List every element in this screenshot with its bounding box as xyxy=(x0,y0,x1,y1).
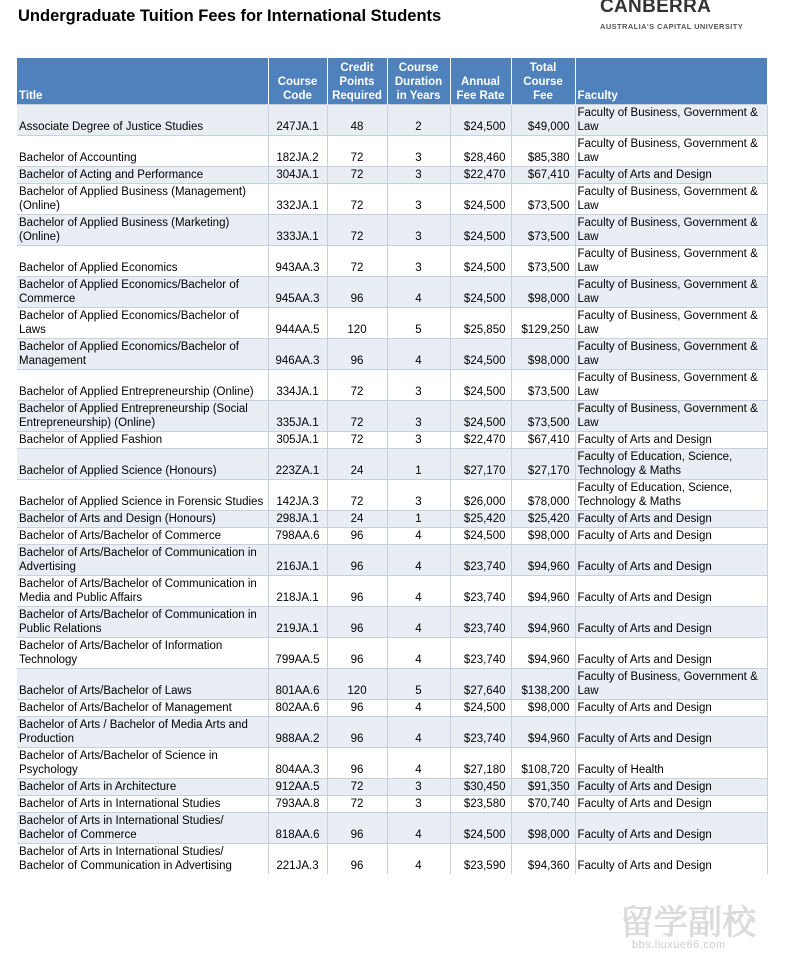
row-course-code: 298JA.1 xyxy=(268,511,327,528)
row-course-code: 988AA.2 xyxy=(268,717,327,748)
row-annual-fee: $25,420 xyxy=(450,511,511,528)
row-duration: 4 xyxy=(387,528,450,545)
row-total-fee: $94,960 xyxy=(511,638,575,669)
table-row xyxy=(17,308,767,339)
row-total-fee: $138,200 xyxy=(511,669,575,700)
row-total-fee: $67,410 xyxy=(511,167,575,184)
row-credit-points: 72 xyxy=(327,136,387,167)
row-total-fee: $27,170 xyxy=(511,449,575,480)
table-row xyxy=(17,277,767,308)
row-title: Bachelor of Applied Science in Forensic Studies xyxy=(17,480,268,511)
row-faculty: Faculty of Arts and Design xyxy=(575,511,767,528)
row-course-code: 334JA.1 xyxy=(268,370,327,401)
row-faculty: Faculty of Arts and Design xyxy=(575,813,767,844)
table-row xyxy=(17,105,767,136)
row-course-code: 142JA.3 xyxy=(268,480,327,511)
table-row xyxy=(17,545,767,576)
row-title: Bachelor of Applied Economics/Bachelor of Commerce xyxy=(17,277,268,308)
table-row xyxy=(17,432,767,449)
row-title: Bachelor of Applied Economics xyxy=(17,246,268,277)
header-total-fee: Total Course Fee xyxy=(511,58,575,105)
row-total-fee: $94,960 xyxy=(511,717,575,748)
row-title: Bachelor of Arts in International Studies/ Bachelor of Communication in Advertising xyxy=(17,844,268,875)
table-row xyxy=(17,339,767,370)
row-duration: 1 xyxy=(387,449,450,480)
table-row xyxy=(17,607,767,638)
row-course-code: 305JA.1 xyxy=(268,432,327,449)
row-total-fee: $73,500 xyxy=(511,246,575,277)
row-title: Bachelor of Arts/Bachelor of Communication in Media and Public Affairs xyxy=(17,576,268,607)
row-total-fee: $85,380 xyxy=(511,136,575,167)
row-title: Bachelor of Applied Business (Marketing) (Online) xyxy=(17,215,268,246)
row-title: Bachelor of Arts in Architecture xyxy=(17,779,268,796)
table-row xyxy=(17,370,767,401)
row-duration: 4 xyxy=(387,700,450,717)
row-duration: 3 xyxy=(387,432,450,449)
row-credit-points: 72 xyxy=(327,167,387,184)
row-credit-points: 96 xyxy=(327,813,387,844)
row-course-code: 818AA.6 xyxy=(268,813,327,844)
table-row xyxy=(17,480,767,511)
watermark-text: 留学副校 xyxy=(620,904,756,942)
row-course-code: 304JA.1 xyxy=(268,167,327,184)
row-course-code: 946AA.3 xyxy=(268,339,327,370)
logo-name: CANBERRA xyxy=(600,0,712,17)
table-row xyxy=(17,669,767,700)
row-annual-fee: $23,590 xyxy=(450,844,511,875)
row-total-fee: $94,960 xyxy=(511,607,575,638)
row-faculty: Faculty of Business, Government & Law xyxy=(575,136,767,167)
row-credit-points: 96 xyxy=(327,717,387,748)
table-row xyxy=(17,401,767,432)
table-row xyxy=(17,215,767,246)
row-duration: 4 xyxy=(387,545,450,576)
table-row xyxy=(17,638,767,669)
row-annual-fee: $26,000 xyxy=(450,480,511,511)
row-title: Bachelor of Applied Economics/Bachelor of Laws xyxy=(17,308,268,339)
row-total-fee: $49,000 xyxy=(511,105,575,136)
row-course-code: 223ZA.1 xyxy=(268,449,327,480)
row-title: Bachelor of Arts/Bachelor of Communication in Advertising xyxy=(17,545,268,576)
row-total-fee: $94,360 xyxy=(511,844,575,875)
row-faculty: Faculty of Arts and Design xyxy=(575,607,767,638)
row-credit-points: 48 xyxy=(327,105,387,136)
row-annual-fee: $22,470 xyxy=(450,432,511,449)
row-credit-points: 24 xyxy=(327,449,387,480)
row-course-code: 247JA.1 xyxy=(268,105,327,136)
row-credit-points: 72 xyxy=(327,370,387,401)
page-title: Undergraduate Tuition Fees for International Students xyxy=(18,7,442,25)
row-credit-points: 72 xyxy=(327,779,387,796)
header-credit-points: Credit Points Required xyxy=(327,58,387,105)
table-row xyxy=(17,700,767,717)
row-duration: 1 xyxy=(387,511,450,528)
row-duration: 3 xyxy=(387,796,450,813)
row-faculty: Faculty of Arts and Design xyxy=(575,844,767,875)
row-course-code: 804AA.3 xyxy=(268,748,327,779)
row-credit-points: 24 xyxy=(327,511,387,528)
row-credit-points: 96 xyxy=(327,700,387,717)
table-row xyxy=(17,167,767,184)
row-annual-fee: $23,740 xyxy=(450,576,511,607)
row-total-fee: $98,000 xyxy=(511,813,575,844)
row-course-code: 798AA.6 xyxy=(268,528,327,545)
row-duration: 4 xyxy=(387,717,450,748)
row-faculty: Faculty of Business, Government & Law xyxy=(575,339,767,370)
table-row xyxy=(17,576,767,607)
row-faculty: Faculty of Business, Government & Law xyxy=(575,246,767,277)
row-total-fee: $70,740 xyxy=(511,796,575,813)
row-credit-points: 72 xyxy=(327,480,387,511)
logo-subtitle: AUSTRALIA'S CAPITAL UNIVERSITY xyxy=(600,22,744,31)
row-duration: 3 xyxy=(387,215,450,246)
row-credit-points: 96 xyxy=(327,339,387,370)
row-title: Bachelor of Applied Science (Honours) xyxy=(17,449,268,480)
row-title: Bachelor of Applied Entrepreneurship (Social Entrepreneurship) (Online) xyxy=(17,401,268,432)
row-duration: 3 xyxy=(387,184,450,215)
table-row xyxy=(17,184,767,215)
row-duration: 4 xyxy=(387,277,450,308)
row-faculty: Faculty of Education, Science, Technology & Maths xyxy=(575,449,767,480)
row-annual-fee: $24,500 xyxy=(450,105,511,136)
row-faculty: Faculty of Arts and Design xyxy=(575,717,767,748)
row-annual-fee: $23,740 xyxy=(450,545,511,576)
row-faculty: Faculty of Arts and Design xyxy=(575,432,767,449)
row-duration: 3 xyxy=(387,370,450,401)
header-course-code: Course Code xyxy=(268,58,327,105)
table-row xyxy=(17,813,767,844)
row-total-fee: $73,500 xyxy=(511,370,575,401)
row-annual-fee: $25,850 xyxy=(450,308,511,339)
row-annual-fee: $23,740 xyxy=(450,717,511,748)
row-annual-fee: $24,500 xyxy=(450,277,511,308)
row-title: Bachelor of Applied Fashion xyxy=(17,432,268,449)
row-total-fee: $67,410 xyxy=(511,432,575,449)
row-title: Bachelor of Arts/Bachelor of Information Technology xyxy=(17,638,268,669)
row-annual-fee: $24,500 xyxy=(450,700,511,717)
row-course-code: 218JA.1 xyxy=(268,576,327,607)
row-title: Bachelor of Applied Entrepreneurship (Online) xyxy=(17,370,268,401)
row-credit-points: 72 xyxy=(327,215,387,246)
table-row xyxy=(17,796,767,813)
row-course-code: 221JA.3 xyxy=(268,844,327,875)
table-row xyxy=(17,748,767,779)
row-title: Associate Degree of Justice Studies xyxy=(17,105,268,136)
header-course-duration: Course Duration in Years xyxy=(387,58,450,105)
row-credit-points: 96 xyxy=(327,638,387,669)
row-duration: 4 xyxy=(387,748,450,779)
row-annual-fee: $28,460 xyxy=(450,136,511,167)
table-row xyxy=(17,844,767,875)
row-title: Bachelor of Arts/Bachelor of Commerce xyxy=(17,528,268,545)
row-credit-points: 120 xyxy=(327,308,387,339)
row-duration: 2 xyxy=(387,105,450,136)
row-faculty: Faculty of Business, Government & Law xyxy=(575,308,767,339)
row-annual-fee: $27,170 xyxy=(450,449,511,480)
row-duration: 3 xyxy=(387,401,450,432)
row-annual-fee: $22,470 xyxy=(450,167,511,184)
row-course-code: 333JA.1 xyxy=(268,215,327,246)
row-course-code: 945AA.3 xyxy=(268,277,327,308)
row-total-fee: $73,500 xyxy=(511,401,575,432)
row-title: Bachelor of Applied Business (Management) (Online) xyxy=(17,184,268,215)
row-course-code: 944AA.5 xyxy=(268,308,327,339)
row-faculty: Faculty of Arts and Design xyxy=(575,700,767,717)
row-faculty: Faculty of Arts and Design xyxy=(575,545,767,576)
table-row xyxy=(17,136,767,167)
row-course-code: 793AA.8 xyxy=(268,796,327,813)
row-duration: 4 xyxy=(387,607,450,638)
row-faculty: Faculty of Business, Government & Law xyxy=(575,215,767,246)
row-course-code: 802AA.6 xyxy=(268,700,327,717)
row-duration: 3 xyxy=(387,246,450,277)
table-row xyxy=(17,779,767,796)
row-faculty: Faculty of Arts and Design xyxy=(575,638,767,669)
row-title: Bachelor of Arts/Bachelor of Communication in Public Relations xyxy=(17,607,268,638)
row-annual-fee: $27,640 xyxy=(450,669,511,700)
row-faculty: Faculty of Arts and Design xyxy=(575,576,767,607)
row-total-fee: $108,720 xyxy=(511,748,575,779)
row-credit-points: 96 xyxy=(327,277,387,308)
row-credit-points: 96 xyxy=(327,545,387,576)
row-credit-points: 72 xyxy=(327,246,387,277)
table-row xyxy=(17,717,767,748)
row-duration: 4 xyxy=(387,844,450,875)
row-duration: 4 xyxy=(387,638,450,669)
row-duration: 5 xyxy=(387,308,450,339)
row-faculty: Faculty of Arts and Design xyxy=(575,779,767,796)
row-title: Bachelor of Accounting xyxy=(17,136,268,167)
row-faculty: Faculty of Business, Government & Law xyxy=(575,184,767,215)
row-title: Bachelor of Applied Economics/Bachelor of Management xyxy=(17,339,268,370)
row-duration: 4 xyxy=(387,813,450,844)
row-annual-fee: $23,580 xyxy=(450,796,511,813)
row-title: Bachelor of Arts/Bachelor of Laws xyxy=(17,669,268,700)
row-credit-points: 72 xyxy=(327,401,387,432)
row-total-fee: $129,250 xyxy=(511,308,575,339)
row-annual-fee: $24,500 xyxy=(450,339,511,370)
row-annual-fee: $24,500 xyxy=(450,528,511,545)
university-logo xyxy=(600,0,770,31)
row-title: Bachelor of Acting and Performance xyxy=(17,167,268,184)
row-course-code: 332JA.1 xyxy=(268,184,327,215)
row-faculty: Faculty of Arts and Design xyxy=(575,528,767,545)
row-title: Bachelor of Arts / Bachelor of Media Arts and Production xyxy=(17,717,268,748)
row-duration: 3 xyxy=(387,136,450,167)
row-duration: 4 xyxy=(387,576,450,607)
row-total-fee: $91,350 xyxy=(511,779,575,796)
row-credit-points: 72 xyxy=(327,796,387,813)
table-row xyxy=(17,449,767,480)
row-course-code: 799AA.5 xyxy=(268,638,327,669)
row-faculty: Faculty of Business, Government & Law xyxy=(575,669,767,700)
watermark-url: bbs.liuxue86.com xyxy=(632,939,726,951)
row-title: Bachelor of Arts/Bachelor of Management xyxy=(17,700,268,717)
row-faculty: Faculty of Arts and Design xyxy=(575,796,767,813)
row-annual-fee: $30,450 xyxy=(450,779,511,796)
row-title: Bachelor of Arts and Design (Honours) xyxy=(17,511,268,528)
header-faculty: Faculty xyxy=(575,58,767,105)
table-header-row xyxy=(17,58,767,105)
row-credit-points: 72 xyxy=(327,432,387,449)
row-total-fee: $98,000 xyxy=(511,339,575,370)
row-annual-fee: $24,500 xyxy=(450,215,511,246)
row-annual-fee: $24,500 xyxy=(450,184,511,215)
row-title: Bachelor of Arts in International Studies/ Bachelor of Commerce xyxy=(17,813,268,844)
table-row xyxy=(17,528,767,545)
row-total-fee: $98,000 xyxy=(511,528,575,545)
table-row xyxy=(17,511,767,528)
row-credit-points: 72 xyxy=(327,184,387,215)
row-faculty: Faculty of Health xyxy=(575,748,767,779)
row-course-code: 182JA.2 xyxy=(268,136,327,167)
row-course-code: 801AA.6 xyxy=(268,669,327,700)
row-course-code: 219JA.1 xyxy=(268,607,327,638)
row-faculty: Faculty of Business, Government & Law xyxy=(575,401,767,432)
header-title: Title xyxy=(17,58,268,105)
row-credit-points: 96 xyxy=(327,748,387,779)
row-title: Bachelor of Arts in International Studies xyxy=(17,796,268,813)
row-total-fee: $73,500 xyxy=(511,184,575,215)
row-credit-points: 96 xyxy=(327,844,387,875)
row-duration: 5 xyxy=(387,669,450,700)
row-faculty: Faculty of Education, Science, Technology & Maths xyxy=(575,480,767,511)
table-row xyxy=(17,246,767,277)
row-credit-points: 120 xyxy=(327,669,387,700)
row-annual-fee: $24,500 xyxy=(450,370,511,401)
header-annual-fee: Annual Fee Rate xyxy=(450,58,511,105)
row-credit-points: 96 xyxy=(327,528,387,545)
row-course-code: 216JA.1 xyxy=(268,545,327,576)
row-duration: 3 xyxy=(387,167,450,184)
row-total-fee: $98,000 xyxy=(511,700,575,717)
row-faculty: Faculty of Business, Government & Law xyxy=(575,370,767,401)
row-course-code: 335JA.1 xyxy=(268,401,327,432)
row-annual-fee: $27,180 xyxy=(450,748,511,779)
row-annual-fee: $24,500 xyxy=(450,813,511,844)
row-duration: 3 xyxy=(387,480,450,511)
row-annual-fee: $23,740 xyxy=(450,638,511,669)
row-duration: 3 xyxy=(387,779,450,796)
tuition-fees-table xyxy=(17,58,768,874)
row-annual-fee: $23,740 xyxy=(450,607,511,638)
site-watermark xyxy=(620,895,785,955)
row-course-code: 912AA.5 xyxy=(268,779,327,796)
row-credit-points: 96 xyxy=(327,607,387,638)
row-total-fee: $94,960 xyxy=(511,576,575,607)
row-duration: 4 xyxy=(387,339,450,370)
row-faculty: Faculty of Business, Government & Law xyxy=(575,105,767,136)
row-credit-points: 96 xyxy=(327,576,387,607)
row-total-fee: $94,960 xyxy=(511,545,575,576)
row-total-fee: $78,000 xyxy=(511,480,575,511)
row-annual-fee: $24,500 xyxy=(450,246,511,277)
row-total-fee: $98,000 xyxy=(511,277,575,308)
row-title: Bachelor of Arts/Bachelor of Science in Psychology xyxy=(17,748,268,779)
row-total-fee: $73,500 xyxy=(511,215,575,246)
row-total-fee: $25,420 xyxy=(511,511,575,528)
row-faculty: Faculty of Arts and Design xyxy=(575,167,767,184)
row-faculty: Faculty of Business, Government & Law xyxy=(575,277,767,308)
row-course-code: 943AA.3 xyxy=(268,246,327,277)
row-annual-fee: $24,500 xyxy=(450,401,511,432)
